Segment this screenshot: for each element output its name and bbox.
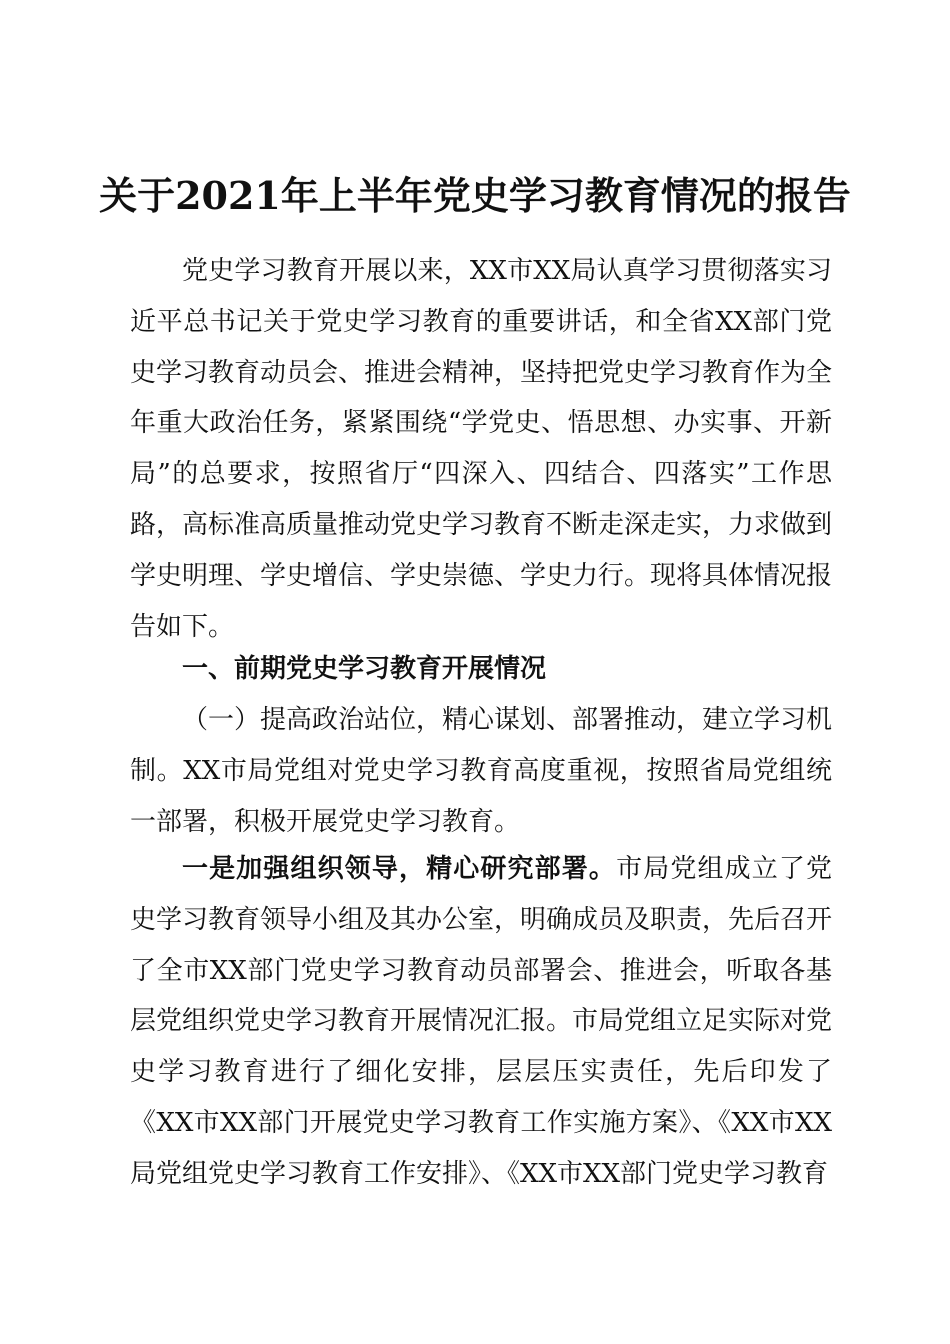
point-lead: 一是加强组织领导，精心研究部署。	[182, 854, 617, 884]
point-text: 市局党组成立了党史学习教育领导小组及其办公室，明确成员及职责，先后召开了全市XX部门党史学习教育动员部署会、推进会，听取各基层党组织党史学习教育开展情况汇报。市局党组立足实际对党史学习教育进行了细化安排，层层压实责任，先后印发了《XX市XX部门开展党史学习教育工作实施方案》、《XX市XX局党组党史学习教育工作安排》、《XX市XX部门党史学习教育	[130, 854, 833, 1189]
document-body	[130, 246, 832, 652]
section-1	[130, 644, 832, 695]
subsection-paragraph: （一）提高政治站位，精心谋划、部署推动，建立学习机制。XX市局党组对党史学习教育高度重视，按照省局党组统一部署，积极开展党史学习教育。	[130, 705, 833, 837]
point-paragraph	[130, 844, 832, 1200]
subsection-1	[130, 695, 832, 847]
section-heading: 一、前期党史学习教育开展情况	[182, 654, 547, 684]
point-1	[130, 844, 832, 1200]
document-title: 关于2021年上半年党史学习教育情况的报告	[99, 173, 851, 218]
intro-paragraph: 党史学习教育开展以来，XX市XX局认真学习贯彻落实习近平总书记关于党史学习教育的重要讲话，和全省XX部门党史学习教育动员会、推进会精神，坚持把党史学习教育作为全年重大政治任务，紧紧围绕“学党史、悟思想、办实事、开新局”的总要求，按照省厅“四深入、四结合、四落实”工作思路，高标准高质量推动党史学习教育不断走深走实，力求做到学史明理、学史增信、学史崇德、学史力行。现将具体情况报告如下。	[130, 256, 833, 642]
